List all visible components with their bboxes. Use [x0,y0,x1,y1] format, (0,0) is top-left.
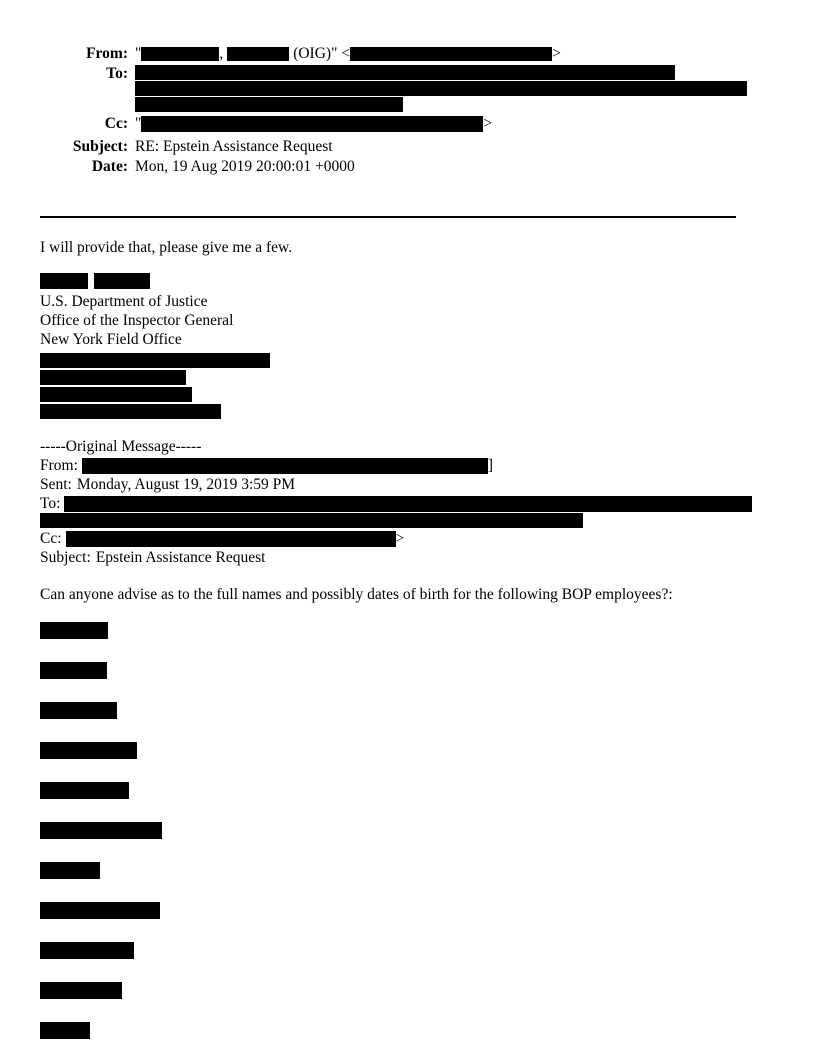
redaction-bar [40,702,117,719]
redaction-bar [40,902,160,919]
date-value: Mon, 19 Aug 2019 20:00:01 +0000 [135,158,355,175]
body-question: Can anyone advise as to the full names and possibly dates of birth for the following BOP employees?: [40,586,673,603]
orig-from-row [40,456,770,475]
list-item [40,822,770,839]
email-header [40,44,776,177]
signature-line-1: U.S. Department of Justice [40,293,208,310]
redaction-bar [40,662,107,679]
redaction-bar [135,65,675,80]
list-item [40,742,770,759]
list-item [40,662,770,679]
header-row-to [40,64,776,113]
list-item [40,622,770,639]
from-value [135,44,776,64]
redaction-bar [141,47,219,61]
list-item [40,902,770,919]
redaction-bar [40,942,134,959]
redaction-bar [40,387,192,402]
redaction-bar [227,47,289,61]
to-value [135,64,776,113]
header-row-cc [40,114,776,134]
orig-sent-value: Monday, August 19, 2019 3:59 PM [76,476,296,493]
orig-cc-label: Cc: [40,530,62,547]
email-body [40,238,770,1062]
redaction-bar [40,982,122,999]
subject-value: RE: Epstein Assistance Request [135,138,333,155]
list-item [40,702,770,719]
cc-value [135,114,776,134]
orig-from-label: From: [40,457,78,474]
from-angle-open: < [341,45,351,62]
redaction-bar [40,822,162,839]
redaction-bar [40,862,100,879]
orig-cc-row [40,529,770,548]
redaction-bar [40,353,270,368]
body-spacer [40,421,770,437]
redaction-bar [40,273,88,289]
redaction-bar [82,458,488,474]
redaction-bar [66,531,396,547]
redaction-bar [135,97,403,112]
orig-from-bracket: ] [487,457,494,474]
redaction-bar [141,116,483,132]
signature-line-3: New York Field Office [40,331,182,348]
redaction-bar [40,622,108,639]
body-greeting: I will provide that, please give me a few. [40,239,293,256]
redaction-bar [40,1022,90,1039]
from-oig-text: (OIG)" [293,45,338,62]
redaction-bar [350,47,552,61]
redaction-bar [40,782,129,799]
list-item [40,942,770,959]
from-comma: , [219,45,224,62]
from-angle-close: > [552,45,561,62]
orig-sent-row [40,475,770,494]
redacted-employee-list [40,622,770,1039]
orig-cc-angle-close: > [395,530,405,547]
list-item [40,782,770,799]
header-row-from [40,44,776,64]
header-row-subject [40,137,776,157]
redaction-bar [64,496,752,512]
orig-sent-label: Sent: [40,476,72,493]
redaction-bar [40,404,221,419]
cc-label: Cc: [104,115,128,132]
redaction-bar [94,273,150,289]
list-item [40,862,770,879]
orig-subject-row [40,548,770,567]
cc-angle-close: > [483,115,493,132]
redaction-bar [40,513,583,528]
signature-redactions [40,271,770,290]
subject-label: Subject: [72,138,128,155]
original-message-divider: -----Original Message----- [40,438,202,455]
redaction-bar [135,81,747,96]
redaction-bar [40,742,137,759]
from-label: From: [86,45,128,62]
redaction-bar [40,370,186,385]
to-label: To: [106,65,128,82]
orig-subject-label: Subject: [40,549,91,566]
header-divider-rule [40,216,736,218]
orig-to-row [40,494,770,513]
from-open-quote: " [135,45,142,62]
cc-open-quote: " [135,115,142,132]
header-row-date [40,157,776,177]
list-item [40,982,770,999]
orig-to-label: To: [40,495,61,512]
list-item [40,1022,770,1039]
orig-subject-value: Epstein Assistance Request [95,549,266,566]
date-label: Date: [91,158,128,175]
signature-line-2: Office of the Inspector General [40,312,234,329]
